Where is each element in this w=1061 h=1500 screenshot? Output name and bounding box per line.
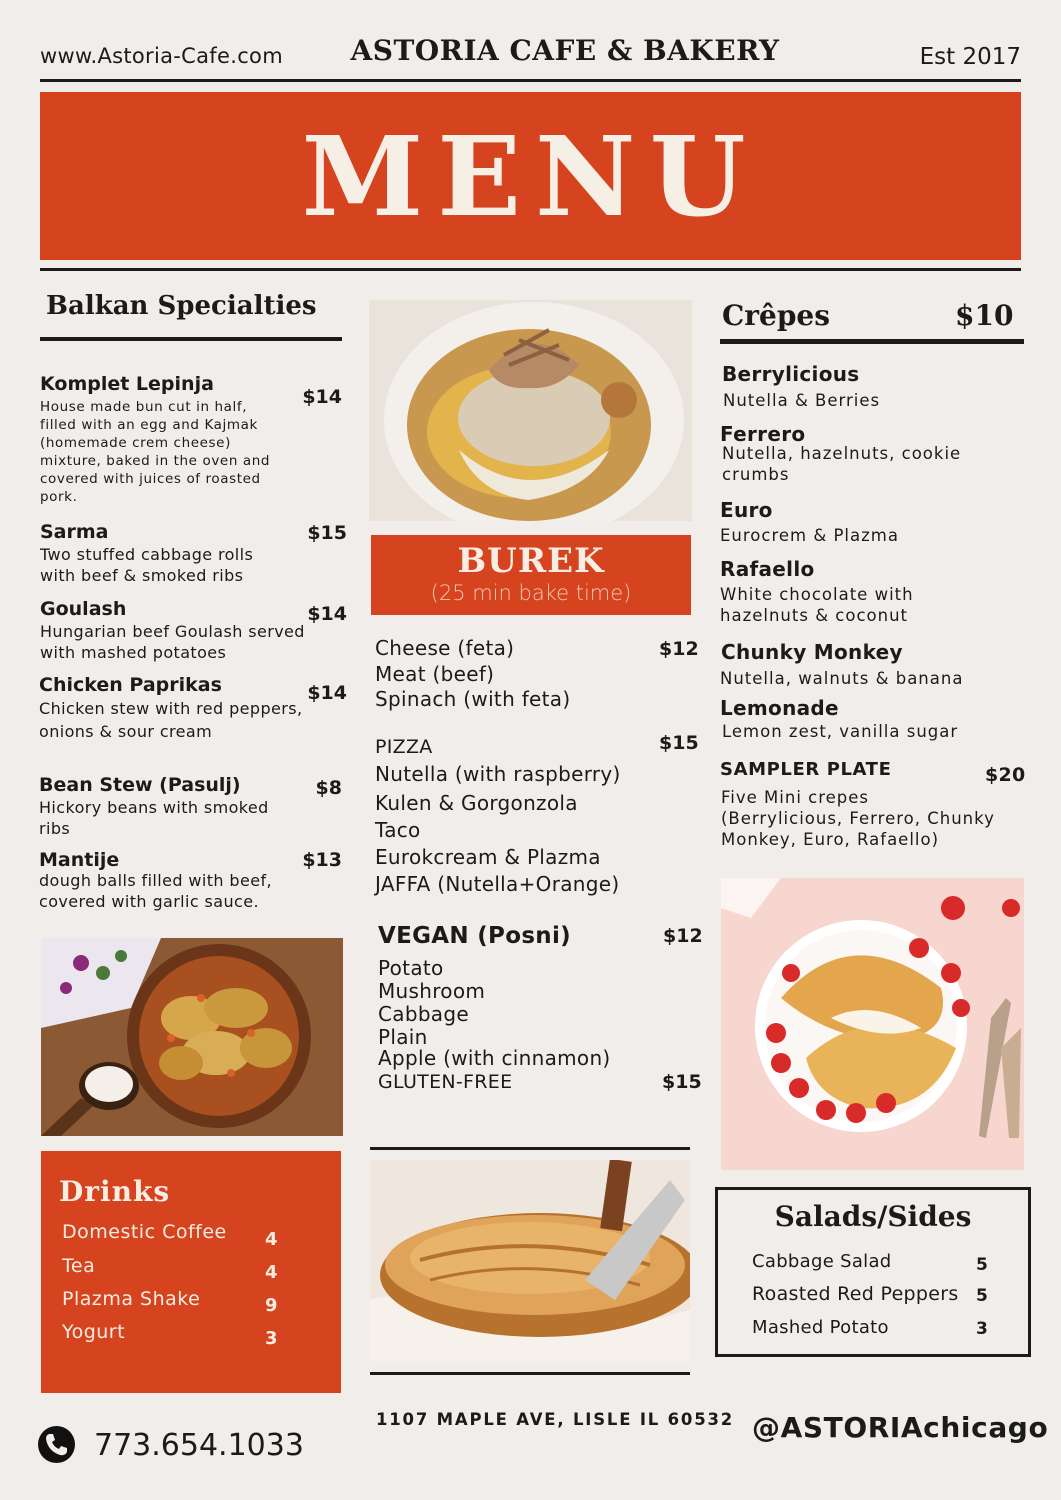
crepes-title: Crêpes bbox=[722, 299, 831, 332]
pizza-item: JAFFA (Nutella+Orange) bbox=[375, 872, 620, 896]
sampler-name: SAMPLER PLATE bbox=[720, 759, 892, 780]
side-price: 5 bbox=[976, 1255, 988, 1275]
drink-price: 9 bbox=[265, 1295, 278, 1316]
burek-photo-rule-bottom bbox=[370, 1372, 690, 1375]
item-description: Chicken stew with red peppers, onions & sour cream bbox=[39, 699, 303, 741]
drink-name: Plazma Shake bbox=[62, 1288, 201, 1310]
crepe-name: Ferrero bbox=[720, 422, 806, 446]
komplet-lepinja-photo bbox=[369, 300, 692, 521]
pizza-heading: PIZZA bbox=[375, 736, 433, 758]
sampler-description: Five Mini crepes (Berrylicious, Ferrero, Chunky Monkey, Euro, Rafaello) bbox=[721, 788, 995, 849]
vegan-item: Plain bbox=[378, 1025, 428, 1049]
vegan-item: Potato bbox=[378, 956, 444, 980]
menu-banner bbox=[40, 92, 1021, 260]
vegan-price: $12 bbox=[663, 925, 703, 947]
drink-price: 3 bbox=[265, 1328, 278, 1349]
crepe-name: Berrylicious bbox=[722, 362, 860, 386]
burek-subtitle: (25 min bake time) bbox=[430, 581, 632, 605]
crepes-photo bbox=[721, 878, 1024, 1170]
balkan-title-rule bbox=[40, 337, 342, 341]
phone-icon bbox=[38, 1426, 75, 1463]
established-year: Est 2017 bbox=[919, 44, 1021, 70]
side-price: 5 bbox=[976, 1286, 988, 1306]
burek-item: Spinach (with feta) bbox=[375, 687, 571, 711]
menu-title: MENU bbox=[301, 112, 760, 241]
crepe-description: Eurocrem & Plazma bbox=[720, 526, 899, 545]
drink-name: Yogurt bbox=[62, 1321, 126, 1343]
burek-photo bbox=[370, 1160, 690, 1361]
salads-box bbox=[715, 1187, 1031, 1357]
drinks-title: Drinks bbox=[59, 1175, 171, 1208]
burek-photo-rule-top bbox=[370, 1147, 690, 1150]
drink-name: Domestic Coffee bbox=[62, 1221, 227, 1243]
website-link[interactable]: www.Astoria-Cafe.com bbox=[40, 44, 283, 68]
vegan-item: Mushroom bbox=[378, 979, 486, 1003]
drinks-box bbox=[41, 1151, 341, 1393]
phone-number[interactable]: 773.654.1033 bbox=[94, 1428, 304, 1463]
cafe-name: ASTORIA CAFE & BAKERY bbox=[350, 34, 780, 67]
burek-item: Cheese (feta) bbox=[375, 636, 515, 660]
item-description: House made bun cut in half, filled with an egg and Kajmak (homemade crem cheese) mixture, baked in the oven and covered with juices of roasted pork. bbox=[40, 399, 271, 505]
pizza-item: Taco bbox=[375, 818, 421, 842]
burek-title: BUREK bbox=[457, 541, 605, 581]
banner-rule bbox=[40, 268, 1021, 271]
balkan-section-title: Balkan Specialties bbox=[46, 291, 317, 321]
side-name: Roasted Red Peppers bbox=[752, 1283, 959, 1305]
pizza-item: Nutella (with raspberry) bbox=[375, 762, 621, 786]
item-price: $8 bbox=[315, 777, 342, 799]
gluten-free-label: GLUTEN-FREE bbox=[378, 1071, 513, 1093]
drink-name: Tea bbox=[62, 1255, 96, 1277]
crepe-description: Nutella & Berries bbox=[723, 391, 881, 410]
item-price: $14 bbox=[307, 682, 347, 704]
item-name: Mantije bbox=[39, 849, 120, 871]
social-handle[interactable]: @ASTORIAchicago bbox=[752, 1411, 1049, 1444]
item-description: Two stuffed cabbage rolls with beef & smoked ribs bbox=[40, 545, 254, 585]
crepe-name: Lemonade bbox=[720, 696, 839, 720]
item-name: Komplet Lepinja bbox=[40, 373, 214, 395]
crepe-name: Rafaello bbox=[720, 557, 815, 581]
drink-price: 4 bbox=[265, 1229, 278, 1250]
item-price: $14 bbox=[307, 603, 347, 625]
crepe-name: Chunky Monkey bbox=[721, 640, 903, 664]
pizza-item: Eurokcream & Plazma bbox=[375, 845, 601, 869]
pizza-price: $15 bbox=[659, 732, 699, 754]
sarma-photo bbox=[41, 938, 343, 1136]
item-description: dough balls filled with beef, covered with garlic sauce. bbox=[39, 871, 272, 911]
item-price: $15 bbox=[307, 522, 347, 544]
vegan-heading: VEGAN (Posni) bbox=[378, 923, 571, 949]
salads-title: Salads/Sides bbox=[774, 1200, 972, 1233]
side-name: Cabbage Salad bbox=[752, 1251, 892, 1272]
item-name: Bean Stew (Pasulj) bbox=[39, 774, 241, 796]
item-description: Hungarian beef Goulash served with mashed potatoes bbox=[40, 622, 305, 662]
side-name: Mashed Potato bbox=[752, 1317, 889, 1338]
address: 1107 MAPLE AVE, LISLE IL 60532 bbox=[376, 1410, 735, 1429]
crepes-price: $10 bbox=[955, 299, 1014, 332]
item-description: Hickory beans with smoked ribs bbox=[39, 798, 269, 838]
gluten-free-price: $15 bbox=[662, 1071, 702, 1093]
drink-price: 4 bbox=[265, 1262, 278, 1283]
item-price: $13 bbox=[302, 849, 342, 871]
item-name: Goulash bbox=[40, 598, 127, 620]
sampler-price: $20 bbox=[985, 764, 1026, 786]
crepe-name: Euro bbox=[720, 498, 773, 522]
vegan-item: Cabbage bbox=[378, 1002, 469, 1026]
crepe-description: Nutella, walnuts & banana bbox=[720, 669, 964, 688]
burek-item: Meat (beef) bbox=[375, 662, 495, 686]
vegan-item: Apple (with cinnamon) bbox=[378, 1046, 611, 1070]
side-price: 3 bbox=[976, 1319, 988, 1339]
burek-classic-price: $12 bbox=[659, 638, 699, 660]
crepes-title-rule bbox=[720, 339, 1024, 344]
item-name: Chicken Paprikas bbox=[39, 674, 222, 696]
item-name: Sarma bbox=[40, 521, 109, 543]
crepe-description: Nutella, hazelnuts, cookie crumbs bbox=[722, 444, 962, 484]
pizza-item: Kulen & Gorgonzola bbox=[375, 791, 578, 815]
header-rule bbox=[40, 79, 1021, 82]
crepe-description: Lemon zest, vanilla sugar bbox=[722, 722, 959, 741]
item-price: $14 bbox=[302, 386, 342, 408]
crepe-description: White chocolate with hazelnuts & coconut bbox=[720, 585, 914, 625]
burek-box bbox=[371, 535, 691, 615]
